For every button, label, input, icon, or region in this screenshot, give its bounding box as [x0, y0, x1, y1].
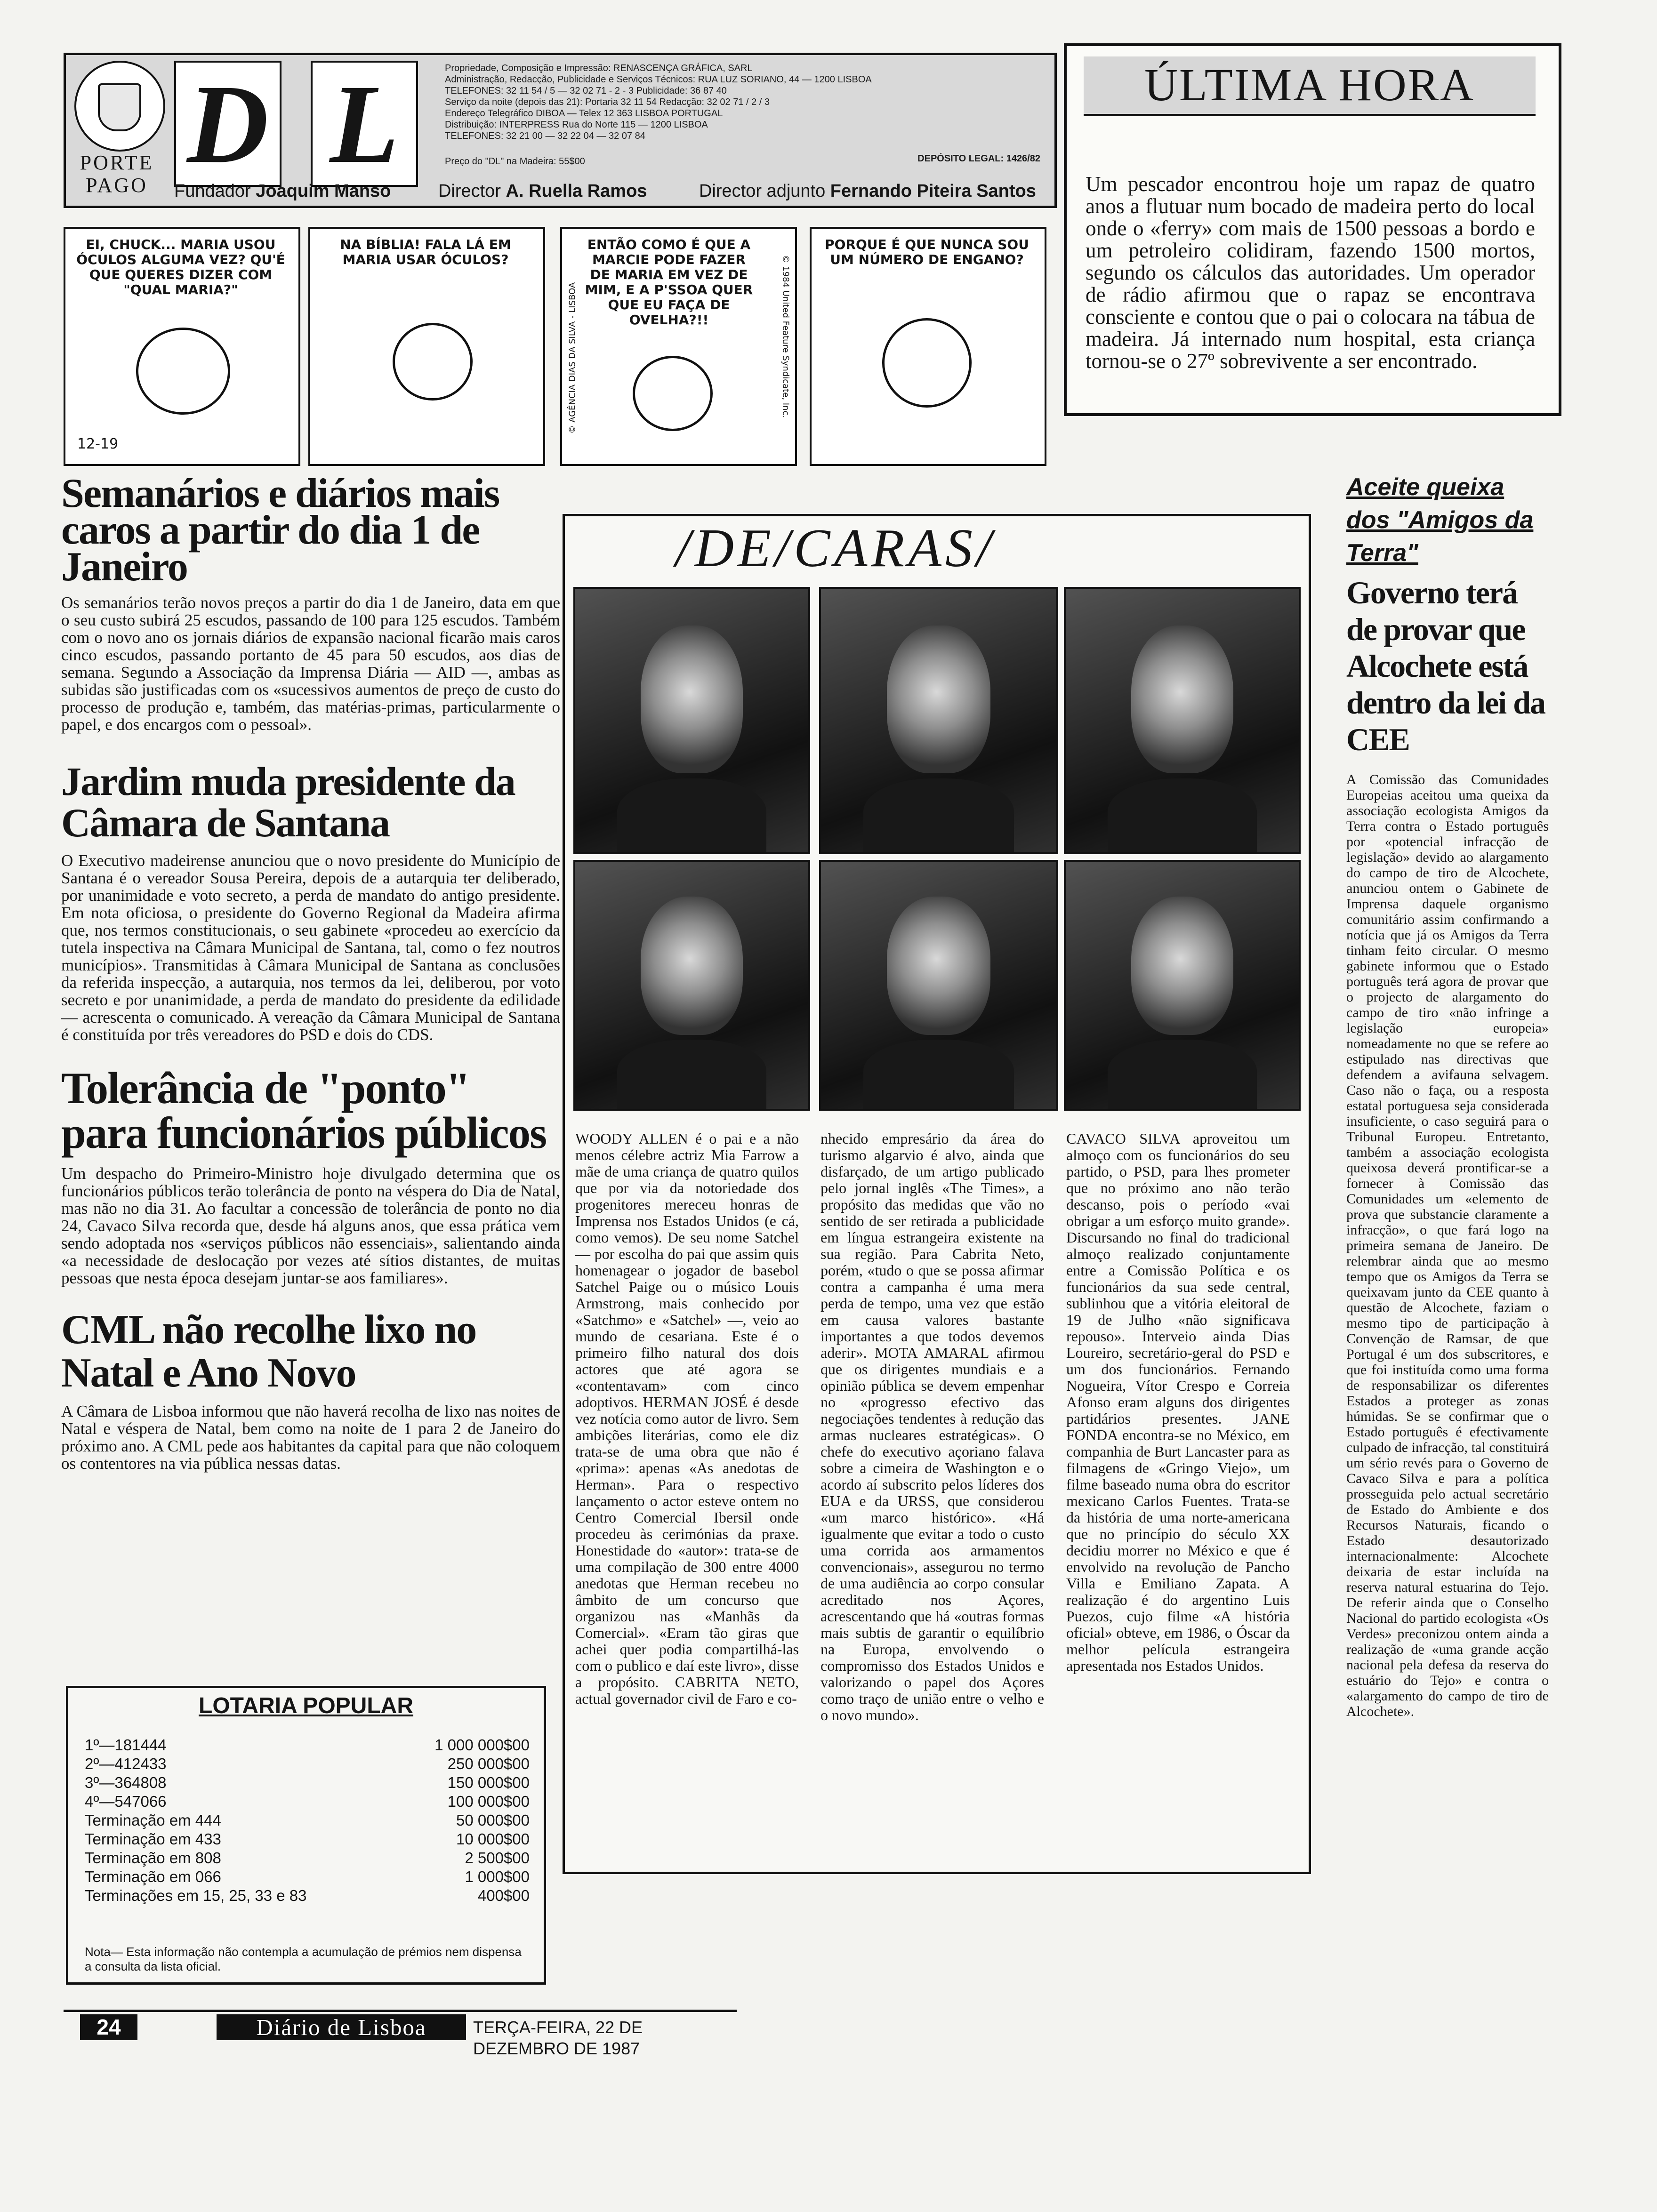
lottery-row: Terminação em 808 2 500$00 — [85, 1849, 530, 1867]
masthead — [64, 53, 1057, 208]
headline-cml: CML não recolhe lixo no Natal e Ano Novo — [61, 1307, 476, 1396]
speech-bubble: ENTÃO COMO É QUE A MARCIE PODE FAZER DE MARIA EM VEZ DE MIM, E A P'SSOA QUER QUE EU FAÇA DE OVELHA?!! — [585, 237, 753, 328]
de-caras-column-2: nhecido empresário da área do turismo algarvio é alvo, ainda que disfarçado, de um artigo publicado pelo jornal inglês «The Times», a propósito das medidas que vão no sentido de ser retirada a publicidade em língua estrangeira existente na sua região. Para Cabrita Neto, porém, «tudo o que se possa afirmar contra a campanha é uma mera perda de tempo, uma vez que estão em causa valores bastante importantes a que todos devemos aderir». MOTA AMARAL afirmou que os dirigentes mundiais e a opinião pública se devem empenhar no «progresso efectivo das negociações tendentes à redução das armas nucleares estratégicas». O chefe do executivo açoriano falava sobre a cimeira de Washington e o acordo aí subscrito pelos líderes dos EUA e da URSS, que considerou «um marco histórico». «Há igualmente que evitar a todo o custo uma corrida aos armamentos convencionais», assegurou no termo de uma audiência ao corpo consular acreditado nos Açores, acrescentando que há «outras formas mais subtis de garantir o equilíbrio na Europa, envolvendo o compromisso dos Estados Unidos e valorizando o papel dos Açores como traço de união entre o velho e o novo mundo». — [820, 1130, 1044, 1723]
alcochete-article: A Comissão das Comunidades Europeias aceitou uma queixa da associação ecologista Amigos da Terra contra o Estado português por «potencial infracção de legislação» devido ao alargamento do campo de tiro de Alcochete, anunciou ontem o Gabinete de Imprensa daquele organismo comunitário assim confirmando a notícia que já os Amigos da Terra tinham feito circular. O mesmo gabinete informou que o Estado português terá agora de provar que o projecto de alargamento do campo de tiro «não infringe a legislação europeia» nomeadamente no que se refere ao estipulado nas directivas que defendem a avifauna selvagem. Caso não o faça, ou a resposta estatal portuguesa seja considerada insuficiente, o caso seguirá para o Tribunal Europeu. Entretanto, também a associação ecologista queixosa deverá prontificar-se a fornecer à Comissão das Comunidades um «elemento de prova que substancie claramente a infracção», o que fará logo na primeira semana de Janeiro. De relembrar ainda que ao mesmo tempo que os Amigos da Terra se queixavam junto da CEE quanto à questão de Alcochete, faziam o mesmo tipo de participação à Convenção de Ramsar, de que Portugal é um dos subscritores, e que foi instituída como uma forma de responsabilizar os diferentes Estados a proteger as zonas húmidas. Se se confirmar que o Estado português é efectivamente culpado de infracção, tal constituirá um sério revés para o Governo de Cavaco Silva e para a política prosseguida pelo actual secretário de Estado do Ambiente e dos Recursos Naturais, ficando o Estado desautorizado internacionalmente: Alcochete deixaria de estar incluída na reserva natural estuarina do Tejo. De referir ainda que o Conselho Nacional do partido ecologista «Os Verdes» preconizou ontem ainda a realização de «uma grande acção nacional pela defesa da reserva do estuário do Tejo» e contra o «alargamento do campo de tiro de Alcochete». — [1346, 772, 1549, 1719]
lottery-row: 1º—181444 1 000 000$00 — [85, 1736, 530, 1754]
peppermint-patty-face-icon — [136, 328, 230, 415]
comic-panel-2 — [308, 227, 545, 466]
page-footer — [64, 2010, 737, 2058]
cavaco-silva-photo — [1064, 587, 1301, 854]
page-number: 24 — [80, 2014, 137, 2040]
editorial-staff — [174, 181, 1045, 201]
deputy-name: Fernando Piteira Santos — [830, 181, 1036, 201]
lottery-row: 4º—547066 100 000$00 — [85, 1793, 530, 1810]
lottery-row: Terminação em 066 1 000$00 — [85, 1868, 530, 1885]
publisher-line: Endereço Telegráfico DIBOA — Telex 12 363 LISBOA PORTUGAL — [445, 108, 723, 119]
publisher-line: Propriedade, Composição e Impressão: RENASCENÇA GRÁFICA, SARL — [445, 63, 753, 73]
publisher-line: TELEFONES: 32 11 54 / 5 — 32 02 71 - 2 - 3 Publicidade: 36 87 40 — [445, 86, 727, 96]
article-prices: Os semanários terão novos preços a partir do dia 1 de Janeiro, data em que o seu custo subirá 25 escudos, passando de 100 para 125 escudos. Também com o novo ano os jornais diários de expansão nacional ficarão mais caros cinco escudos, passando portanto de 45 para 50 escudos, aos dias de semana. Segundo a Associação da Imprensa Diária — AID —, ambas as subidas são justificadas com os «sucessivos aumentos de preço de custo do processo de produção e, também, das matérias-primas, particularmente o papel, e dos encargos com o pessoal». — [61, 593, 560, 734]
founder-name: Joaquim Manso — [256, 181, 391, 201]
alcochete-kicker: Aceite queixa dos "Amigos da Terra" — [1346, 473, 1534, 567]
director-name: A. Ruella Ramos — [506, 181, 647, 201]
comic-panel-3 — [560, 227, 797, 466]
publisher-line: TELEFONES: 32 21 00 — 32 22 04 — 32 07 84 — [445, 131, 645, 141]
peppermint-patty-face-icon — [633, 356, 713, 431]
mota-amaral-photo — [819, 860, 1058, 1111]
publisher-line: Serviço da noite (depois das 21): Portaria 32 11 54 Redacção: 32 02 71 / 2 / 3 — [445, 97, 770, 107]
speech-bubble: NA BÍBLIA! FALA LÁ EM MARIA USAR ÓCULOS? — [340, 237, 511, 267]
peppermint-patty-face-icon — [393, 323, 473, 401]
de-caras-column-3: CAVACO SILVA aproveitou um almoço com os funcionários do seu partido, o PSD, para lhes prometer que no próximo ano não terão descanso, pois o período «vai obrigar a um esforço muito grande». Discursando no final do tradicional almoço realizado conjuntamente entre a Comissão Política e os funcionários da sua sede central, sublinhou que a vitória eleitoral de 19 de Julho «não significava repouso». Interveio ainda Dias Loureiro, secretário-geral do PSD e um dos funcionários. Fernando Nogueira, Vítor Crespo e Correia Afonso eram alguns dos dirigentes partidários presentes. JANE FONDA encontra-se no México, em companhia de Burt Lancaster para as filmagens de «Gringo Viejo», um filme baseado numa obra do escritor mexicano Carlos Fuentes. Trata-se da história de uma norte-americana que no princípio do século XX decidiu morrer no México e que é envolvido na revolução de Pancho Villa e Emiliano Zapata. A realização é do argentino Luis Puezos, cujo filme «A história oficial» obteve, em 1986, o Óscar da melhor película estrangeira apresentada nos Estados Unidos. — [1066, 1130, 1290, 1674]
ultima-hora-title: ÚLTIMA HORA — [1084, 56, 1536, 116]
publisher-info — [445, 63, 1050, 167]
charlie-brown-face-icon — [882, 318, 972, 408]
de-caras-section — [563, 514, 1311, 1874]
coat-of-arms-icon — [74, 61, 165, 152]
lottery-note: Nota— Esta informação não contempla a acumulação de prémios nem dispensa a consulta da lista oficial. — [85, 1945, 522, 1973]
issue-date: TERÇA-FEIRA, 22 DE DEZEMBRO DE 1987 — [473, 2018, 643, 2058]
lottery-results — [66, 1686, 546, 1985]
speech-bubble: PORQUE É QUE NUNCA SOU UM NÚMERO DE ENGANO? — [825, 237, 1029, 267]
de-caras-column-1: WOODY ALLEN é o pai e a não menos célebre actriz Mia Farrow a mãe de uma criança de quatro quilos que por via da notoriedade dos progenitores mereceu honras de Imprensa nos Estados Unidos (e cá, como vemos). De seu nome Satchel — por escolha do pai que assim quis homenagear o jogador de basebol Satchel Paige ou o músico Louis Armstrong, mais conhecido por «Satchmo» e «Satchel» —, veio ao mundo de cesariana. Este é o primeiro filho natural dos dois actores que até agora se «contentavam» com cinco adoptivos. HERMAN JOSÉ é desde vez notícia como autor de livro. Sem ambições literárias, como ele diz trata-se de uma obra que não é «prima»: apenas «As anedotas de Herman». Para o respectivo lançamento o actor esteve ontem no Centro Comercial Ibersil onde procedeu às cerimónias da praxe. Honestidade do «autor»: trata-se de uma compilação de 300 entre 4000 anedotas que Herman recebeu no âmbito de um concurso que organizou nas «Manhãs da Comercial». «Eram tão giras que achei quer podia compartilhá-las com o publico e daí este livro», disse a propósito. CABRITA NETO, actual governador civil de Faro e co- — [575, 1130, 799, 1707]
de-caras-title: /DE/CARAS/ — [676, 518, 996, 578]
lottery-row: Terminação em 433 10 000$00 — [85, 1830, 530, 1848]
syndicate-credit: © 1984 United Feature Syndicate, Inc. — [780, 255, 791, 418]
cabrita-neto-photo — [819, 587, 1058, 854]
comic-date: 12-19 — [77, 436, 119, 452]
founder-label: Fundador — [174, 181, 251, 201]
lottery-row: 2º—412433 250 000$00 — [85, 1755, 530, 1772]
ultima-hora-box — [1064, 43, 1561, 416]
lottery-row: 3º—364808 150 000$00 — [85, 1774, 530, 1791]
madeira-price: Preço do "DL" na Madeira: 55$00 — [445, 156, 585, 167]
postage-paid-label — [79, 152, 154, 197]
speech-bubble: EI, CHUCK... MARIA USOU ÓCULOS ALGUMA VEZ? QU'É QUE QUERES DIZER COM "QUAL MARIA?" — [76, 237, 285, 297]
left-column — [61, 471, 560, 1473]
ultima-hora-text: Um pescador encontrou hoje um rapaz de quatro anos a flutuar num bocado de madeira perto do local onde o «ferry» com mais de 1500 pessoas a bordo e um petroleiro colidiram, fazendo 1500 mortos, segundo os cálculos das autoridades. Um operador de rádio afirmou que o rapaz se encontrava consciente e contou que o pai o colocara na tábua de madeira. Já internado num hospital, esta criança tornou-se o 27º sobrevivente a ser encontrado. — [1086, 172, 1535, 373]
herman-jose-photo — [573, 860, 810, 1111]
comic-panel-4 — [810, 227, 1046, 466]
pago-text: PAGO — [86, 174, 148, 197]
lottery-row: Terminações em 15, 25, 33 e 83 400$00 — [85, 1887, 530, 1904]
deputy-label: Director adjunto — [699, 181, 826, 201]
porte-text: PORTE — [80, 151, 154, 174]
headline-santana: Jardim muda presidente da Câmara de Santana — [61, 759, 515, 845]
article-cml: A Câmara de Lisboa informou que não haverá recolha de lixo nas noites de Natal e véspera de Natal, bem como na noite de 1 para 2 de Janeiro do próximo ano. A CML pede aos habitantes da capital para que não coloquem os contentores na via pública nessas datas. — [61, 1402, 560, 1473]
headline-prices: Semanários e diários mais caros a partir do dia 1 de Janeiro — [61, 471, 499, 590]
article-tolerance: Um despacho do Primeiro-Ministro hoje divulgado determina que os funcionários públicos terão tolerância de ponto na véspera do Dia de Natal, mas não no dia 31. Ao facultar a concessão de tolerância de ponto no dia 24, Cavaco Silva recorda que, desde há alguns anos, que essa prática vem sendo adoptada nos «serviços públicos não essenciais», salientando ainda «a necessidade de deslocação por vezes até sítios distantes, de muitas pessoas que nesta época desejam juntar-se aos familiares». — [61, 1164, 560, 1287]
logo-letter-l: L — [311, 61, 418, 187]
article-santana: O Executivo madeirense anunciou que o novo presidente do Município de Santana é o vereador Sousa Pereira, depois de a autarquia ter deliberado, por unanimidade e voto secreto, a perda de mandato do antigo presidente. Em nota oficiosa, o presidente do Governo Regional da Madeira afirma que, nos termos constitucionais, o seu gabinete «procedeu ao exercício da tutela inspectiva na Câmara Municipal de Santana, tal, como o fez noutros municípios». Transmitidas à Câmara Municipal de Santana as conclusões da referida inspecção, a autarquia, nos termos da lei, deliberou, por voto secreto e por unanimidade, a perda de mandato do presidente da edilidade — acrescenta o comunicado. A vereação da Câmara Municipal de Santana é constituída por três vereadores do PSD e dois do CDS. — [61, 851, 560, 1044]
right-column — [1346, 471, 1549, 1719]
lottery-title: LOTARIA POPULAR — [199, 1693, 413, 1718]
headline-tolerance: Tolerância de "ponto" para funcionários públicos — [61, 1063, 547, 1158]
publisher-line: Distribuição: INTERPRESS Rua do Norte 115 — 1200 LISBOA — [445, 120, 708, 130]
lottery-row: Terminação em 444 50 000$00 — [85, 1811, 530, 1829]
woody-allen-photo — [573, 587, 810, 854]
publisher-line: Administração, Redacção, Publicidade e Serviços Técnicos: RUA LUZ SORIANO, 44 — 1200 LISBOA — [445, 74, 872, 85]
legal-deposit: DEPÓSITO LEGAL: 1426/82 — [917, 153, 1040, 164]
jane-fonda-photo — [1064, 860, 1301, 1111]
logo-letter-d: D — [174, 61, 282, 187]
director-label: Director — [438, 181, 501, 201]
comic-panel-1 — [64, 227, 300, 466]
newspaper-name: Diário de Lisboa — [217, 2014, 466, 2040]
alcochete-headline: Governo terá de provar que Alcochete está dentro da lei da CEE — [1346, 575, 1545, 757]
agency-credit: © AGÊNCIA DIAS DA SILVA - LISBOA — [567, 282, 578, 434]
